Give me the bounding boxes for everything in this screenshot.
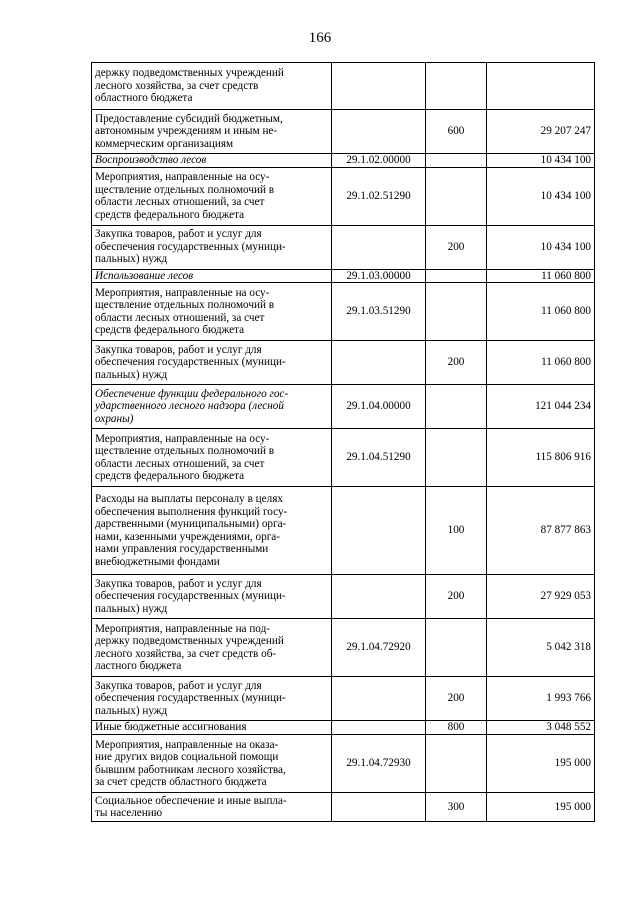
row-name-cell: Иные бюджетные ассигнования (92, 721, 332, 735)
row-code-cell (332, 793, 426, 822)
row-expense-type-cell: 300 (426, 793, 487, 822)
table-row (92, 575, 595, 619)
row-expense-type-cell (426, 385, 487, 429)
row-code-cell: 29.1.02.51290 (332, 167, 426, 225)
row-name-cell: Закупка товаров, работ и услуг для обеспечения государственных (муници- пальных) нужд (92, 677, 332, 721)
row-amount-cell: 10 434 100 (487, 225, 595, 269)
row-code-cell: 29.1.04.00000 (332, 385, 426, 429)
row-expense-type-cell (426, 167, 487, 225)
row-name-cell: Мероприятия, направленные на осу- ществление отдельных полномочий в области лесных отношений, за счет средств федерального бюджета (92, 429, 332, 487)
row-name-cell: Закупка товаров, работ и услуг для обеспечения государственных (муници- пальных) нужд (92, 225, 332, 269)
row-name-cell: Использование лесов (92, 269, 332, 283)
table-row (92, 63, 595, 110)
row-amount-cell: 29 207 247 (487, 110, 595, 154)
row-name-cell: Закупка товаров, работ и услуг для обеспечения государственных (муници- пальных) нужд (92, 341, 332, 385)
table-row (92, 110, 595, 154)
table-row (92, 269, 595, 283)
row-name-cell: Предоставление субсидий бюджетным, автономным учреждениям и иным не- коммерческим организациям (92, 110, 332, 154)
page-number: 166 (308, 30, 332, 46)
row-expense-type-cell: 200 (426, 225, 487, 269)
table-row (92, 385, 595, 429)
table-row (92, 225, 595, 269)
row-name-cell: Закупка товаров, работ и услуг для обеспечения государственных (муници- пальных) нужд (92, 575, 332, 619)
row-code-cell: 29.1.04.72930 (332, 735, 426, 793)
row-amount-cell: 10 434 100 (487, 154, 595, 168)
row-name-cell: Воспроизводство лесов (92, 154, 332, 168)
row-amount-cell (487, 63, 595, 110)
row-amount-cell: 195 000 (487, 793, 595, 822)
row-code-cell (332, 225, 426, 269)
row-amount-cell: 5 042 318 (487, 619, 595, 677)
row-amount-cell: 121 044 234 (487, 385, 595, 429)
table-row (92, 167, 595, 225)
row-name-cell: Мероприятия, направленные на оказа- ние других видов социальной помощи бывшим работникам лесного хозяйства, за счет средств областного бюджета (92, 735, 332, 793)
table-row (92, 487, 595, 575)
row-code-cell: 29.1.04.72920 (332, 619, 426, 677)
row-amount-cell: 87 877 863 (487, 487, 595, 575)
budget-table (91, 62, 595, 822)
row-code-cell: 29.1.03.51290 (332, 283, 426, 341)
row-code-cell (332, 487, 426, 575)
table-row (92, 154, 595, 168)
table-row (92, 793, 595, 822)
table-row (92, 341, 595, 385)
table-row (92, 677, 595, 721)
row-name-cell: Мероприятия, направленные на под- держку подведомственных учреждений лесного хозяйства, за счет средств об- ластного бюджета (92, 619, 332, 677)
row-code-cell (332, 110, 426, 154)
table-row (92, 283, 595, 341)
row-name-cell: держку подведомственных учреждений лесного хозяйства, за счет средств областного бюджета (92, 63, 332, 110)
row-expense-type-cell: 200 (426, 575, 487, 619)
row-code-cell (332, 721, 426, 735)
row-amount-cell: 11 060 800 (487, 283, 595, 341)
table-row (92, 721, 595, 735)
row-code-cell: 29.1.04.51290 (332, 429, 426, 487)
row-name-cell: Мероприятия, направленные на осу- ществление отдельных полномочий в области лесных отношений, за счет средств федерального бюджета (92, 167, 332, 225)
row-expense-type-cell (426, 154, 487, 168)
row-expense-type-cell: 100 (426, 487, 487, 575)
table-row (92, 429, 595, 487)
row-code-cell (332, 63, 426, 110)
row-expense-type-cell (426, 283, 487, 341)
row-name-cell: Мероприятия, направленные на осу- ществление отдельных полномочий в области лесных отношений, за счет средств федерального бюджета (92, 283, 332, 341)
row-amount-cell: 27 929 053 (487, 575, 595, 619)
row-amount-cell: 3 048 552 (487, 721, 595, 735)
row-amount-cell: 11 060 800 (487, 269, 595, 283)
row-name-cell: Социальное обеспечение и иные выпла- ты населению (92, 793, 332, 822)
row-code-cell (332, 341, 426, 385)
row-expense-type-cell: 200 (426, 341, 487, 385)
row-expense-type-cell: 200 (426, 677, 487, 721)
row-expense-type-cell (426, 619, 487, 677)
table-row (92, 619, 595, 677)
row-amount-cell: 195 000 (487, 735, 595, 793)
row-amount-cell: 10 434 100 (487, 167, 595, 225)
row-expense-type-cell (426, 269, 487, 283)
row-name-cell: Расходы на выплаты персоналу в целях обеспечения выполнения функций госу- дарственными (муниципальными) орга- нами, казенными учреждениями, орга- нами управления государственными внебюджетными фондами (92, 487, 332, 575)
row-expense-type-cell (426, 63, 487, 110)
row-code-cell: 29.1.03.00000 (332, 269, 426, 283)
row-expense-type-cell: 800 (426, 721, 487, 735)
row-amount-cell: 11 060 800 (487, 341, 595, 385)
row-amount-cell: 1 993 766 (487, 677, 595, 721)
row-expense-type-cell (426, 735, 487, 793)
row-code-cell: 29.1.02.00000 (332, 154, 426, 168)
row-amount-cell: 115 806 916 (487, 429, 595, 487)
row-expense-type-cell: 600 (426, 110, 487, 154)
table-row (92, 735, 595, 793)
row-expense-type-cell (426, 429, 487, 487)
row-code-cell (332, 677, 426, 721)
row-name-cell: Обеспечение функции федерального гос- ударственного лесного надзора (лесной охраны) (92, 385, 332, 429)
row-code-cell (332, 575, 426, 619)
